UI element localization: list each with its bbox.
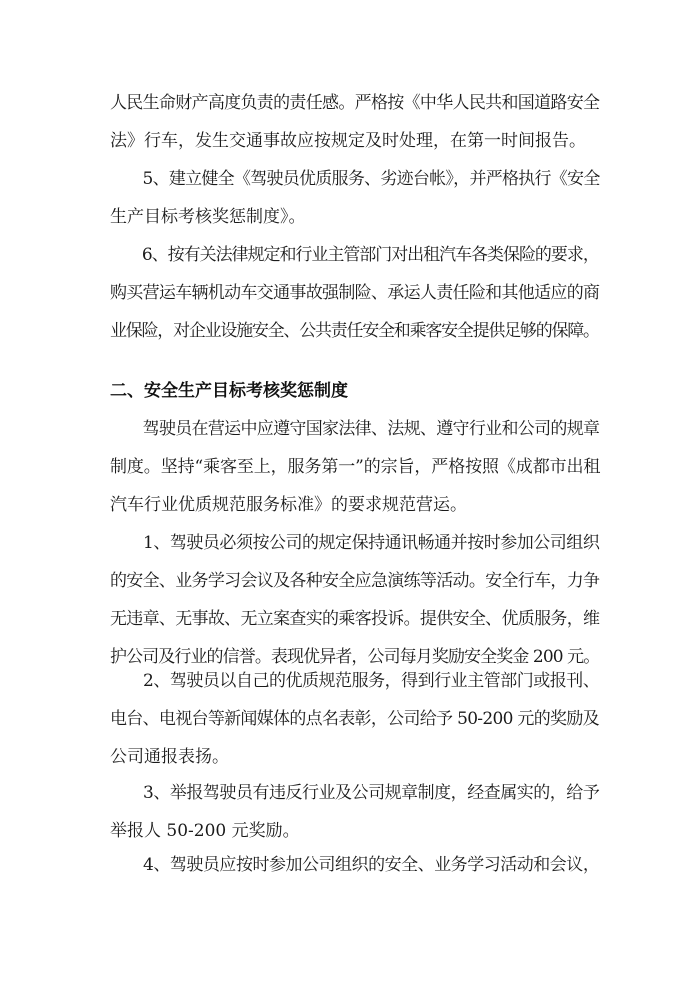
paragraph-rule-2 [110, 662, 600, 776]
text-line: 购买营运车辆机动车交通事故强制险、承运人责任险和其他适应的商 [110, 283, 600, 303]
paragraph-item-5 [110, 160, 600, 236]
paragraph-continuation [110, 84, 600, 160]
text-line: 驾驶员在营运中应遵守国家法律、法规、遵守行业和公司的规章 [110, 419, 600, 439]
paragraph-section-intro [110, 410, 600, 524]
text-line: 的安全、业务学习会议及各种安全应急演练等活动。安全行车，力争 [110, 571, 600, 591]
text-line: 制度。坚持“乘客至上，服务第一”的宗旨，严格按照《成都市出租 [110, 457, 601, 477]
paragraph-rule-4 [110, 846, 600, 884]
text-line: 电台、电视台等新闻媒体的点名表彰，公司给予 50-200 元的奖励及 [110, 709, 599, 729]
text-line: 5、建立健全《驾驶员优质服务、劣迹台帐》，并严格执行《安全 [110, 169, 600, 189]
text-line: 1、驾驶员必须按公司的规定保持通讯畅通并按时参加公司组织 [110, 533, 600, 553]
section-heading: 二、安全生产目标考核奖惩制度 [110, 381, 348, 401]
text-line: 法》行车，发生交通事故应按规定及时处理，在第一时间报告。 [110, 131, 586, 151]
text-line: 业保险，对企业设施安全、公共责任安全和乘客安全提供足够的保障。 [110, 321, 599, 341]
paragraph-rule-3 [110, 774, 600, 850]
text-line: 无违章、无事故、无立案查实的乘客投诉。提供安全、优质服务，维 [110, 609, 600, 629]
text-line: 3、举报驾驶员有违反行业及公司规章制度，经查属实的，给予 [110, 783, 600, 803]
paragraph-rule-1 [110, 524, 600, 676]
text-line: 生产目标考核奖惩制度》。 [110, 207, 306, 227]
text-line: 人民生命财产高度负责的责任感。严格按《中华人民共和国道路安全 [110, 93, 600, 113]
paragraph-item-6 [110, 236, 600, 350]
text-line: 护公司及行业的信誉。表现优异者，公司每月奖励安全奖金 200 元。 [110, 647, 600, 667]
text-line: 6、按有关法律规定和行业主管部门对出租汽车各类保险的要求， [110, 245, 599, 265]
text-line: 汽车行业优质规范服务标准》的要求规范营运。 [110, 495, 467, 515]
text-line: 公司通报表扬。 [110, 747, 229, 767]
text-line: 举报人 50-200 元奖励。 [110, 821, 300, 841]
text-line: 2、驾驶员以自己的优质规范服务，得到行业主管部门或报刊、 [110, 671, 600, 691]
text-line: 4、驾驶员应按时参加公司组织的安全、业务学习活动和会议， [110, 855, 600, 875]
